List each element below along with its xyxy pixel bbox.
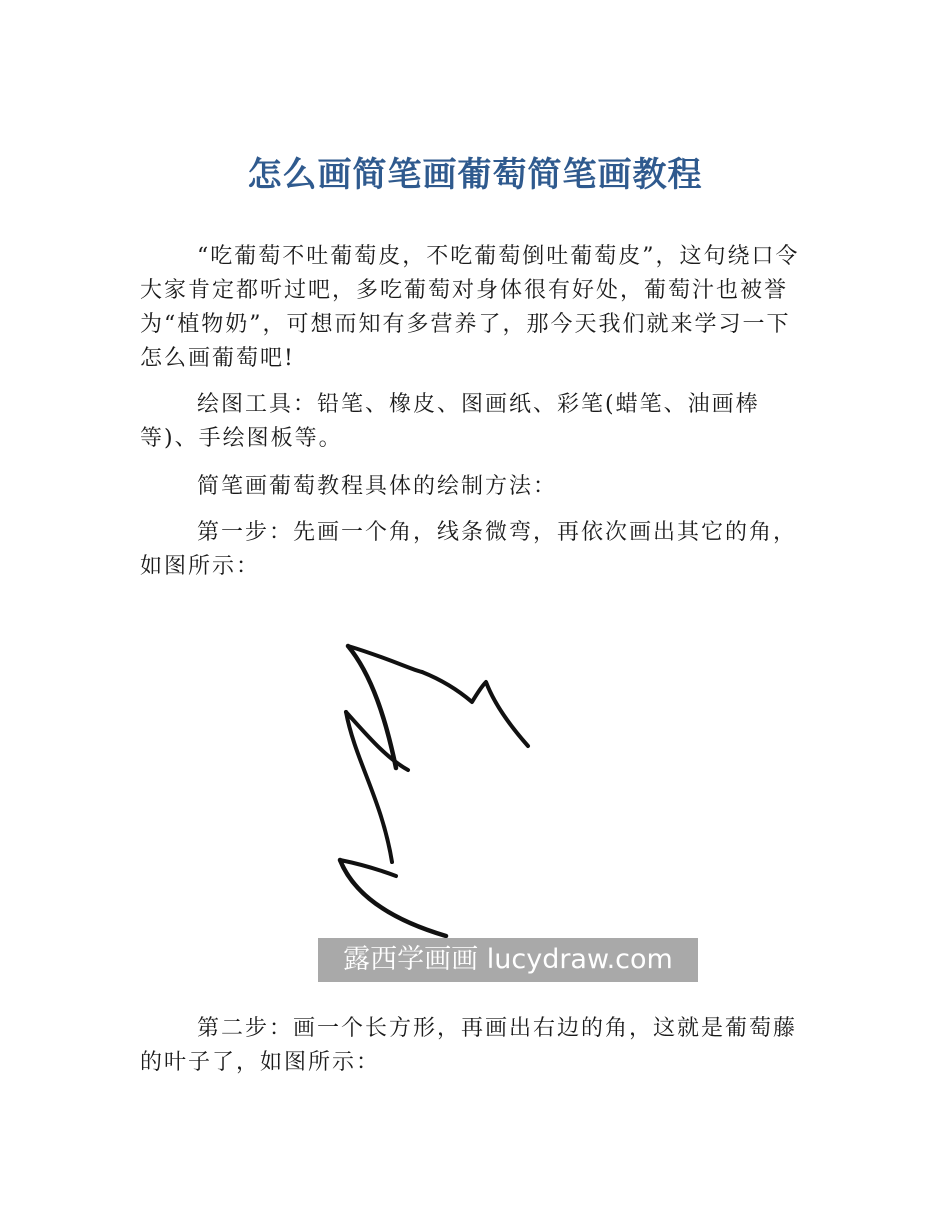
document-title: 怎么画简笔画葡萄简笔画教程 [247,155,703,195]
intro-paragraph: “吃葡萄不吐葡萄皮，不吃葡萄倒吐葡萄皮”，这句绕口令大家肯定都听过吧，多吃葡萄对身体很有好处，葡萄汁也被誉为“植物奶”，可想而知有多营养了，那今天我们就来学习一下怎么画葡萄吧! [140,244,800,371]
step-one-paragraph: 第一步：先画一个角，线条微弯，再依次画出其它的角，如图所示： [140,520,798,579]
leaf-stroke-bottom [340,860,446,936]
method-heading-paragraph: 简笔画葡萄教程具体的绘制方法： [197,474,558,499]
leaf-sketch-illustration [150,600,710,990]
step-two-paragraph: 第二步：画一个长方形，再画出右边的角，这就是葡萄藤的叶子了，如图所示： [140,1016,798,1075]
watermark-banner: 露西学画画 lucydraw.com [318,938,698,982]
tools-paragraph: 绘图工具：铅笔、橡皮、图画纸、彩笔(蜡笔、油画棒等)、手绘图板等。 [140,392,760,451]
step-one-figure [150,600,710,990]
leaf-stroke-right-zigzag [422,672,528,746]
